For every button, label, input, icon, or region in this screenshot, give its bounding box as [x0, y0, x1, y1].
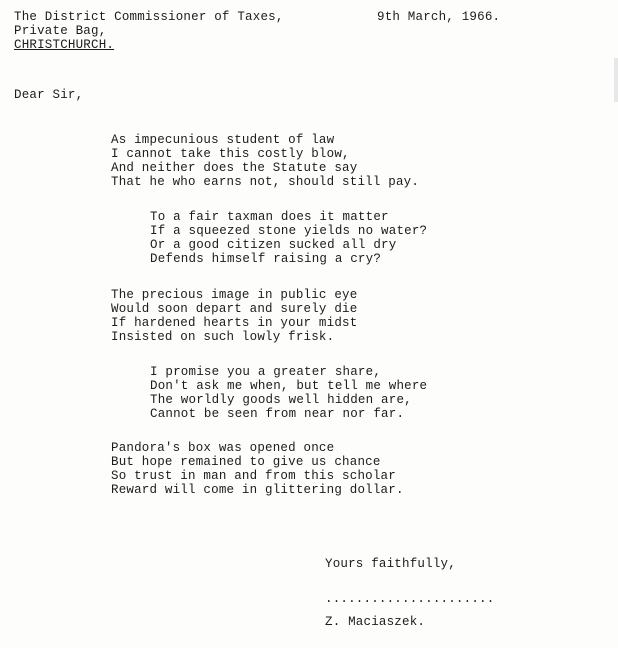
recipient-address: [14, 10, 284, 52]
poem-line: I promise you a greater share,: [150, 365, 382, 379]
poem-line: As impecunious student of law: [111, 133, 335, 147]
poem-line: Insisted on such lowly frisk.: [111, 330, 335, 344]
poem-stanza-3: [111, 288, 357, 344]
signatory-name: Z. Maciaszek.: [325, 615, 426, 629]
poem-line: So trust in man and from this scholar: [111, 469, 396, 483]
valediction: Yours faithfully,: [325, 557, 456, 571]
poem-line: Or a good citizen sucked all dry: [150, 238, 397, 252]
poem-line: And neither does the Statute say: [111, 161, 358, 175]
page-edge-shadow: [614, 58, 618, 102]
poem-stanza-5: [111, 441, 404, 497]
poem-stanza-2: [150, 210, 427, 266]
poem-line: The precious image in public eye: [111, 288, 358, 302]
recipient-line-2: Private Bag,: [14, 24, 107, 38]
poem-line: Pandora's box was opened once: [111, 441, 335, 455]
poem-line: If hardened hearts in your midst: [111, 316, 358, 330]
poem-line: But hope remained to give us chance: [111, 455, 381, 469]
poem-line: Would soon depart and surely die: [111, 302, 358, 316]
poem-line: To a fair taxman does it matter: [150, 210, 389, 224]
poem-stanza-1: [111, 133, 419, 189]
poem-line: If a squeezed stone yields no water?: [150, 224, 428, 238]
recipient-city: CHRISTCHURCH.: [14, 38, 115, 52]
poem-stanza-4: [150, 365, 427, 421]
signature-line: ......................: [325, 592, 495, 606]
poem-line: Cannot be seen from near nor far.: [150, 407, 405, 421]
poem-line: I cannot take this costly blow,: [111, 147, 350, 161]
poem-line: Don't ask me when, but tell me where: [150, 379, 428, 393]
recipient-line-1: The District Commissioner of Taxes,: [14, 10, 284, 24]
salutation: Dear Sir,: [14, 88, 84, 102]
poem-line: That he who earns not, should still pay.: [111, 175, 420, 189]
letter-date: 9th March, 1966.: [377, 10, 501, 24]
poem-line: Reward will come in glittering dollar.: [111, 483, 404, 497]
poem-line: The worldly goods well hidden are,: [150, 393, 412, 407]
poem-line: Defends himself raising a cry?: [150, 252, 382, 266]
